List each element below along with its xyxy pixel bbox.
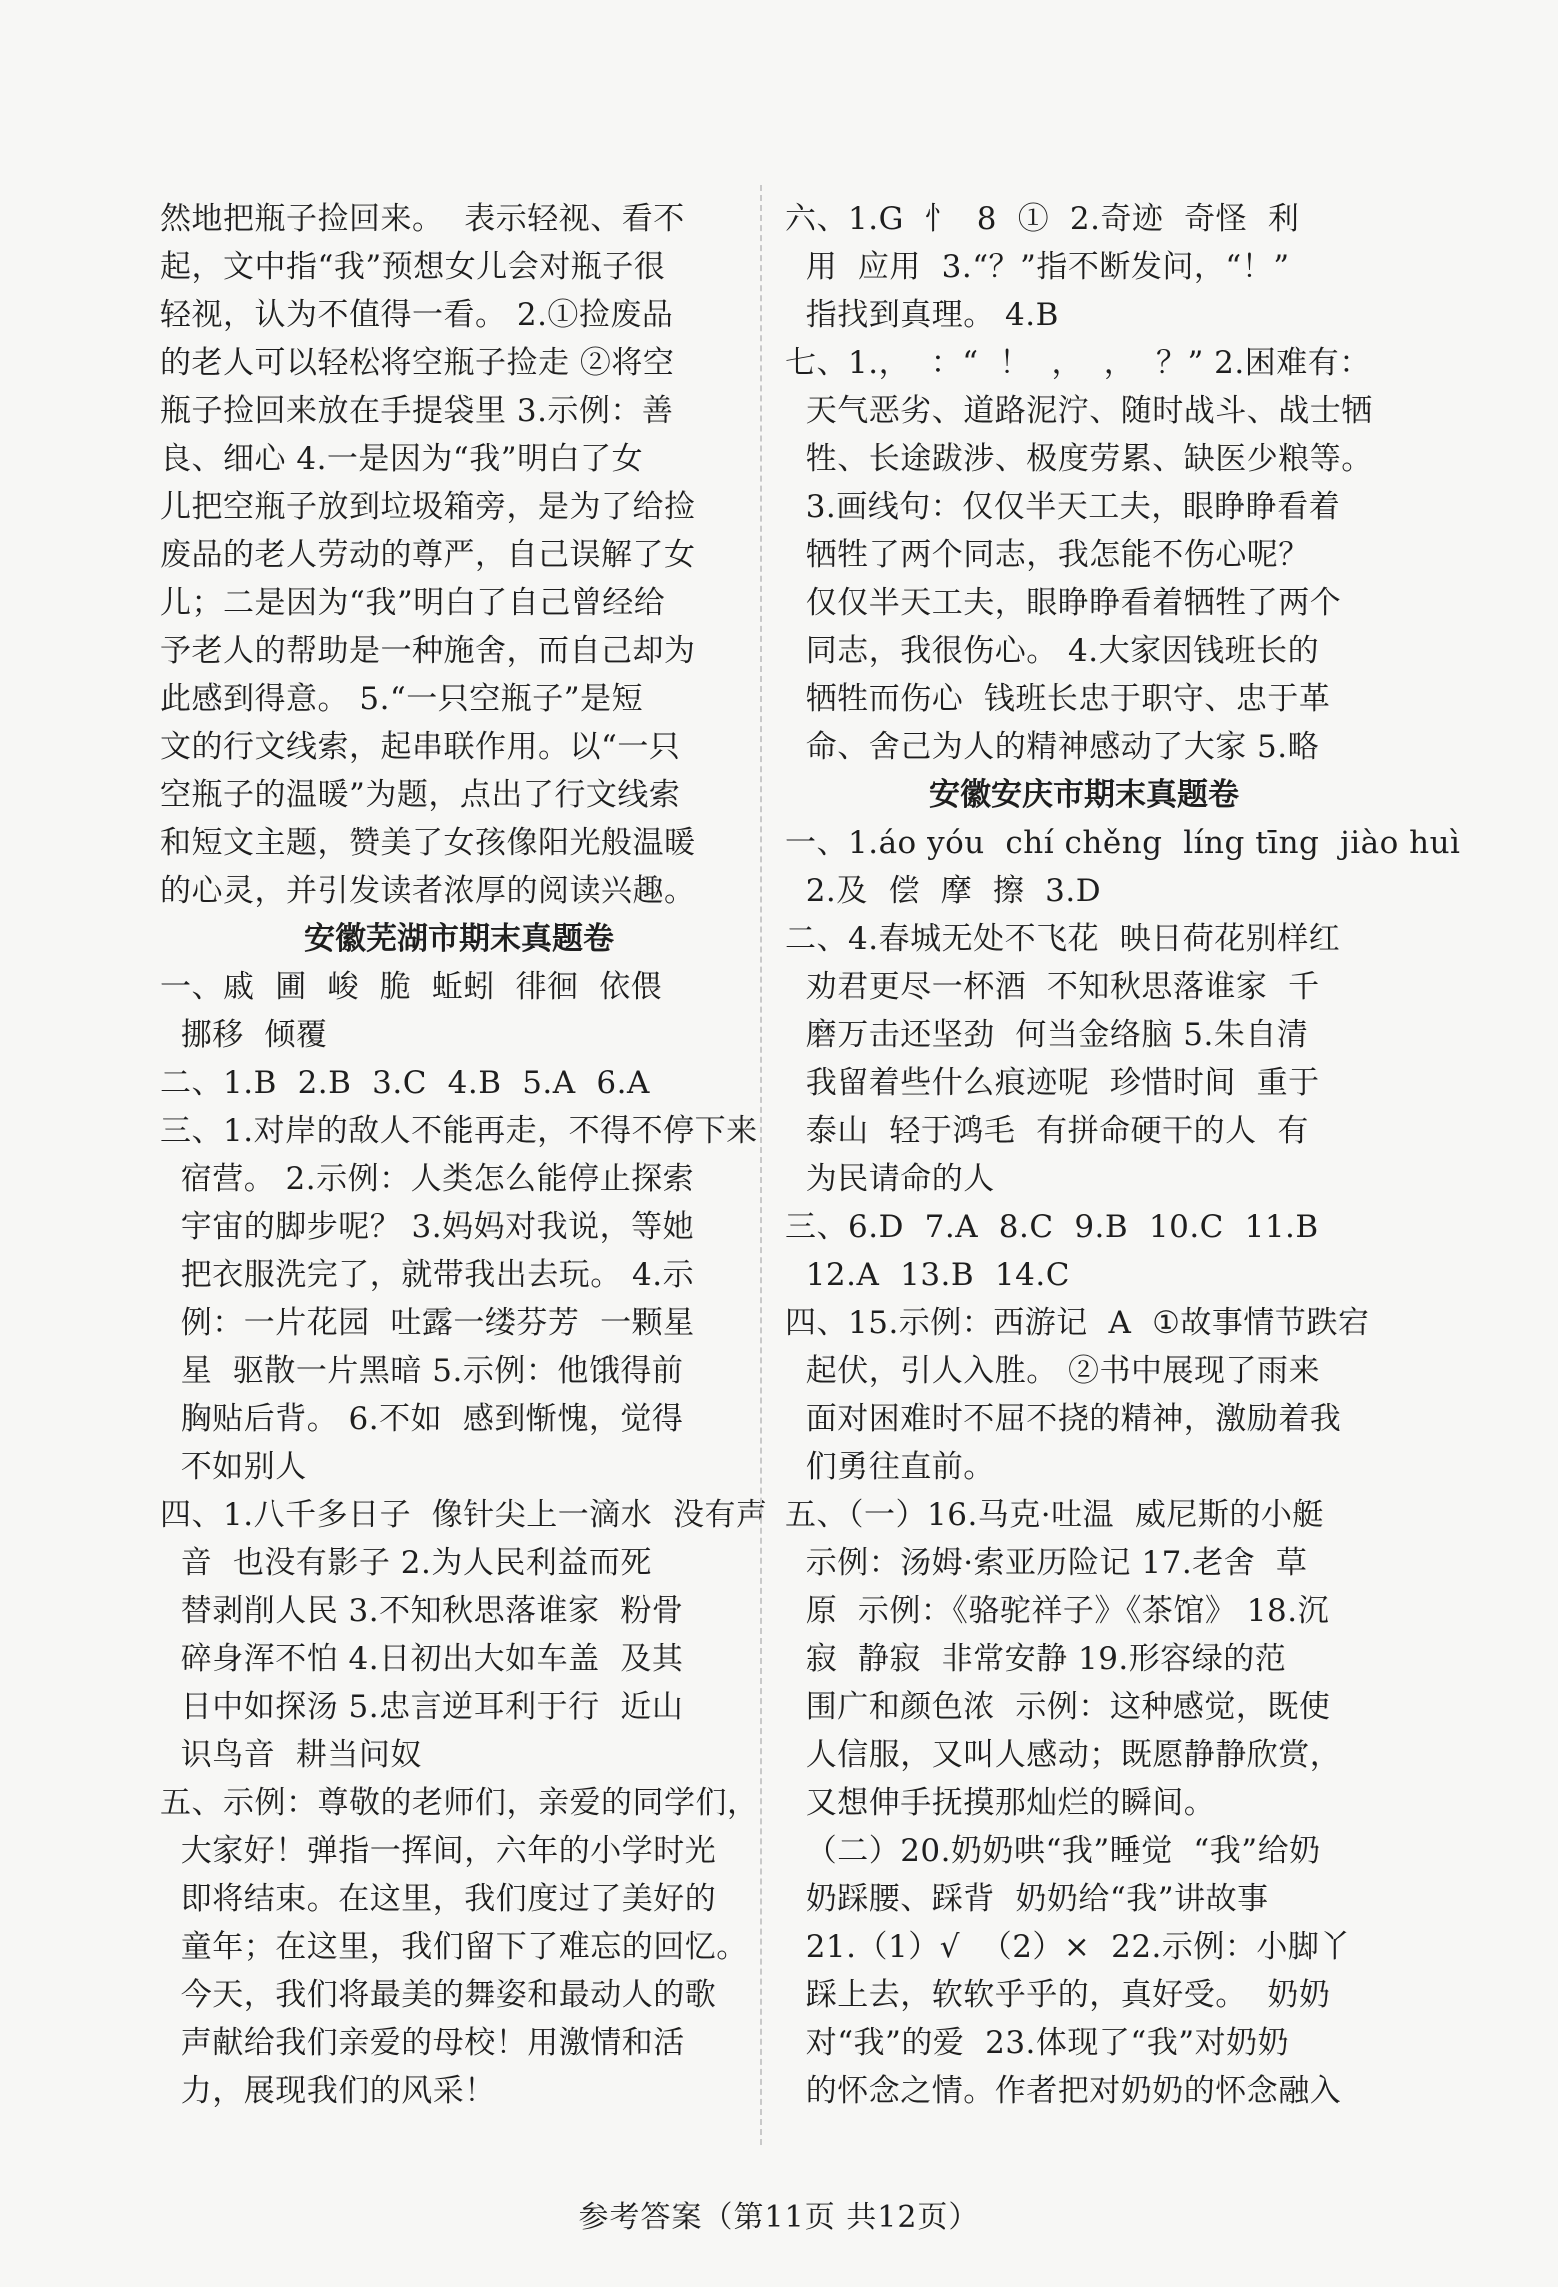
text-line: 天气恶劣、道路泥泞、随时战斗、战士牺 <box>785 393 1373 429</box>
left-block-1 <box>160 195 758 915</box>
text-line: 日中如探汤 5.忠言逆耳利于行 近山 <box>160 1689 684 1725</box>
text-line: 奶踩腰、踩背 奶奶给“我”讲故事 <box>785 1881 1269 1917</box>
text-line: 碎身浑不怕 4.日初出大如车盖 及其 <box>160 1641 684 1677</box>
text-line: 胸贴后背。 6.不如 感到惭愧，觉得 <box>160 1401 684 1437</box>
right-block-1 <box>785 195 1383 771</box>
text-line: 例：一片花园 吐露一缕芬芳 一颗星 <box>160 1305 695 1341</box>
column-divider <box>760 185 762 2145</box>
text-line: 声献给我们亲爱的母校！用激情和活 <box>160 2025 685 2061</box>
section-heading-wuhu: 安徽芜湖市期末真题卷 <box>304 921 614 957</box>
text-line: 寂 静寂 非常安静 19.形容绿的范 <box>785 1641 1287 1677</box>
text-line: 对“我”的爱 23.体现了“我”对奶奶 <box>785 2025 1290 2061</box>
text-line: 牺牲而伤心 钱班长忠于职守、忠于革 <box>785 681 1331 717</box>
text-line: 大家好！弹指一挥间，六年的小学时光 <box>160 1833 717 1869</box>
text-line: 一、戚 圃 峻 脆 蚯蚓 徘徊 依偎 <box>160 969 663 1005</box>
text-line: 3.画线句：仅仅半天工夫，眼睁睁看着 <box>785 489 1341 525</box>
text-line: 又想伸手抚摸那灿烂的瞬间。 <box>785 1785 1216 1821</box>
text-line: 起，文中指“我”预想女儿会对瓶子很 <box>160 249 666 285</box>
text-line: 围广和颜色浓 示例：这种感觉，既使 <box>785 1689 1331 1725</box>
text-line: 把衣服洗完了，就带我出去玩。 4.示 <box>160 1257 695 1293</box>
text-line: 二、4.春城无处不飞花 映日荷花别样红 <box>785 921 1341 957</box>
text-line: （二）20.奶奶哄“我”睡觉 “我”给奶 <box>785 1833 1321 1869</box>
text-line: 五、（一）16.马克·吐温 威尼斯的小艇 <box>785 1497 1324 1533</box>
text-line: 劝君更尽一杯酒 不知秋思落谁家 千 <box>785 969 1320 1005</box>
text-line: 的老人可以轻松将空瓶子捡走 ②将空 <box>160 345 675 381</box>
text-line: 泰山 轻于鸿毛 有拼命硬干的人 有 <box>785 1113 1309 1149</box>
text-line: 不如别人 <box>160 1449 307 1485</box>
text-line: 牺牲了两个同志，我怎能不伤心呢？ <box>785 537 1310 573</box>
text-line: 力，展现我们的风采！ <box>160 2073 496 2109</box>
text-line: 为民请命的人 <box>785 1161 995 1197</box>
text-line: 儿；二是因为“我”明白了自己曾经给 <box>160 585 666 621</box>
text-line: 宿营。 2.示例：人类怎么能停止探索 <box>160 1161 695 1197</box>
text-line: 六、1.G 忄 8 ① 2.奇迹 奇怪 利 <box>785 201 1300 237</box>
text-line: 的心灵，并引发读者浓厚的阅读兴趣。 <box>160 873 696 909</box>
text-line: 2.及 偿 摩 擦 3.D <box>785 873 1102 909</box>
text-line: 和短文主题，赞美了女孩像阳光般温暖 <box>160 825 696 861</box>
text-line: 识鸟音 耕当问奴 <box>160 1737 422 1773</box>
text-line: 儿把空瓶子放到垃圾箱旁，是为了给捡 <box>160 489 696 525</box>
right-block-2 <box>785 819 1461 2115</box>
text-line: 三、1.对岸的敌人不能再走，不得不停下来 <box>160 1113 758 1149</box>
text-line: 轻视，认为不值得一看。 2.①捡废品 <box>160 297 674 333</box>
text-line: 瓶子捡回来放在手提袋里 3.示例：善 <box>160 393 674 429</box>
text-line: 今天，我们将最美的舞姿和最动人的歌 <box>160 1977 717 2013</box>
page-footer: 参考答案（第11页 共12页） <box>578 2200 980 2235</box>
section-heading-anqing: 安徽安庆市期末真题卷 <box>929 777 1239 813</box>
text-line: 示例：汤姆·索亚历险记 17.老舍 草 <box>785 1545 1308 1581</box>
text-line: 面对困难时不屈不挠的精神，激励着我 <box>785 1401 1342 1437</box>
text-line: 五、示例：尊敬的老师们，亲爱的同学们， <box>160 1785 759 1821</box>
text-line: 同志，我很伤心。 4.大家因钱班长的 <box>785 633 1320 669</box>
left-block-2 <box>160 963 768 2115</box>
text-line: 童年；在这里，我们留下了难忘的回忆。 <box>160 1929 748 1965</box>
text-line: 即将结束。在这里，我们度过了美好的 <box>160 1881 717 1917</box>
text-line: 指找到真理。 4.B <box>785 297 1059 333</box>
text-line: 人信服，又叫人感动；既愿静静欣赏， <box>785 1737 1342 1773</box>
text-line: 四、15.示例：西游记 A ①故事情节跌宕 <box>785 1305 1370 1341</box>
text-line: 三、6.D 7.A 8.C 9.B 10.C 11.B <box>785 1209 1319 1245</box>
text-line: 此感到得意。 5.“一只空瓶子”是短 <box>160 681 644 717</box>
text-line: 废品的老人劳动的尊严，自己误解了女 <box>160 537 696 573</box>
text-line: 踩上去，软软乎乎的，真好受。 奶奶 <box>785 1977 1331 2013</box>
text-line: 磨万击还坚劲 何当金络脑 5.朱自清 <box>785 1017 1309 1053</box>
text-line: 们勇往直前。 <box>785 1449 995 1485</box>
text-line: 二、1.B 2.B 3.C 4.B 5.A 6.A <box>160 1065 650 1101</box>
text-line: 我留着些什么痕迹呢 珍惜时间 重于 <box>785 1065 1320 1101</box>
text-line: 21.（1）√ （2）× 22.示例：小脚丫 <box>785 1929 1351 1965</box>
text-line: 四、1.八千多日子 像针尖上一滴水 没有声 <box>160 1497 768 1533</box>
text-line: 文的行文线索，起串联作用。以“一只 <box>160 729 681 765</box>
text-line: 星 驱散一片黑暗 5.示例：他饿得前 <box>160 1353 684 1389</box>
text-line: 七、1.， ：“ ！ ， ， ？” 2.困难有： <box>785 345 1371 381</box>
text-line: 命、舍己为人的精神感动了大家 5.略 <box>785 729 1320 765</box>
right-column <box>785 195 1461 2115</box>
text-line: 空瓶子的温暖”为题，点出了行文线索 <box>160 777 681 813</box>
text-line: 仅仅半天工夫，眼睁睁看着牺牲了两个 <box>785 585 1342 621</box>
left-column <box>160 195 768 2115</box>
text-line: 良、细心 4.一是因为“我”明白了女 <box>160 441 644 477</box>
text-line: 然地把瓶子捡回来。 表示轻视、看不 <box>160 201 685 237</box>
text-line: 挪移 倾覆 <box>160 1017 328 1053</box>
text-line: 的怀念之情。作者把对奶奶的怀念融入 <box>785 2073 1342 2109</box>
text-line: 牲、长途跋涉、极度劳累、缺医少粮等。 <box>785 441 1373 477</box>
text-line: 音 也没有影子 2.为人民利益而死 <box>160 1545 652 1581</box>
text-line: 一、1.áo yóu chí chěng líng tīng jiào huì <box>785 825 1461 861</box>
text-line: 用 应用 3.“？”指不断发问，“！” <box>785 249 1290 285</box>
text-line: 原 示例：《骆驼祥子》《茶馆》 18.沉 <box>785 1593 1330 1629</box>
text-line: 替剥削人民 3.不知秋思落谁家 粉骨 <box>160 1593 684 1629</box>
text-line: 起伏，引人入胜。 ②书中展现了雨来 <box>785 1353 1321 1389</box>
text-line: 宇宙的脚步呢？ 3.妈妈对我说，等她 <box>160 1209 695 1245</box>
text-line: 予老人的帮助是一种施舍，而自己却为 <box>160 633 696 669</box>
text-line: 12.A 13.B 14.C <box>785 1257 1070 1293</box>
